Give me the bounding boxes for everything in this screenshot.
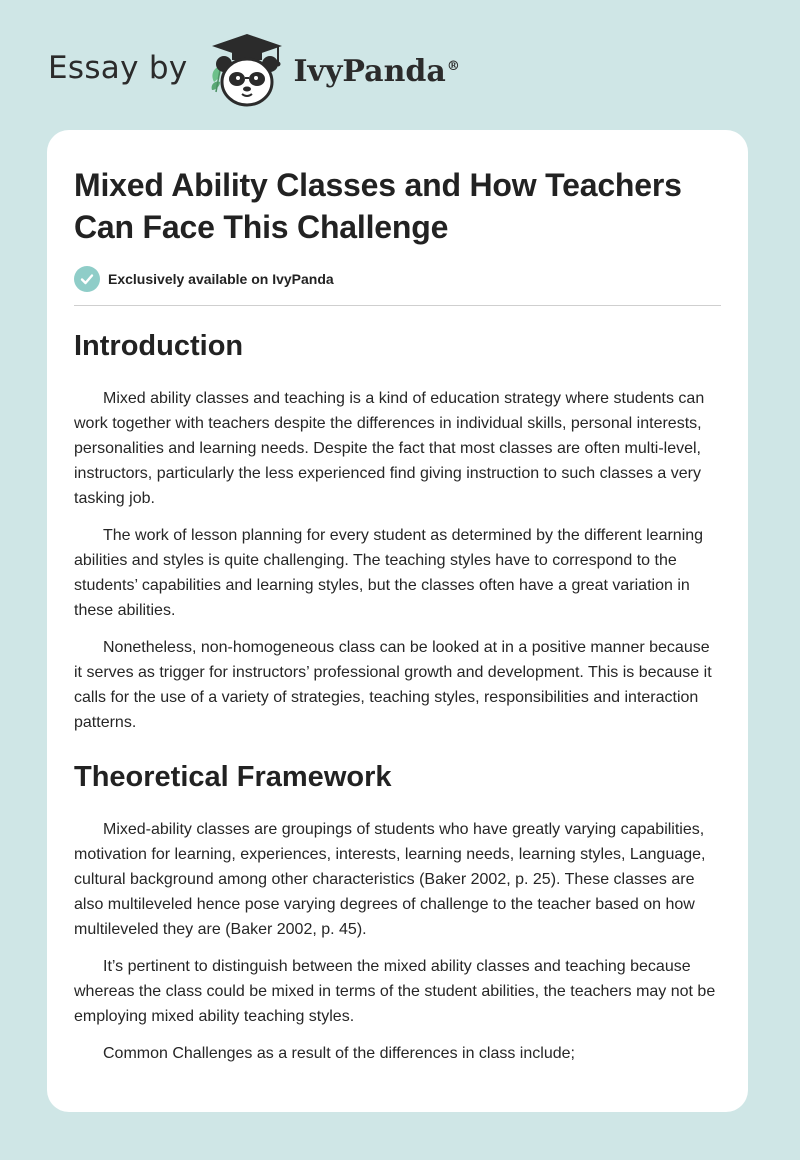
brand-text: IvyPanda: [293, 53, 446, 89]
divider: [74, 305, 721, 306]
site-header: [48, 30, 460, 110]
section-heading-theoretical-framework: Theoretical Framework: [74, 761, 392, 793]
page-title: Mixed Ability Classes and How Teachers Can Face This Challenge: [74, 167, 682, 245]
essay-card: [47, 130, 748, 1112]
section-heading-introduction: Introduction: [74, 330, 244, 362]
panda-graduate-icon[interactable]: [202, 30, 292, 110]
check-icon: [74, 266, 100, 292]
essay-by-label: Essay by: [48, 50, 188, 86]
brand-name[interactable]: [294, 54, 460, 89]
paragraph: It’s pertinent to distinguish between the mixed ability classes and teaching because whereas the class could be mixed in terms of the student abilities, the teachers may not be employing mixed ability teaching styles.: [74, 958, 716, 1025]
paragraph: Mixed-ability classes are groupings of students who have greatly varying capabilities, motivation for learning, experiences, interests, learning needs, learning styles, Language, cultural background among other characteristics (Baker 2002, p. 25). These classes are also multileveled hence pose varying degrees of challenge to the teacher based on how multileveled they are (Baker 2002, p. 45).: [74, 821, 706, 938]
exclusive-notice: [74, 266, 721, 292]
paragraph: Common Challenges as a result of the differences in class include;: [103, 1045, 575, 1062]
paragraph: The work of lesson planning for every student as determined by the different learning abilities and styles is quite challenging. The teaching styles have to correspond to the students’ capabilities and learning styles, but the classes often have a great variation in these abilities.: [74, 527, 704, 619]
paragraph: Mixed ability classes and teaching is a kind of education strategy where students can work together with teachers despite the differences in individual skills, personal interests, personalities and learning needs. Despite the fact that most classes are often multi-level, instructors, particularly the less experienced find giving instruction to such classes a very tasking job.: [74, 390, 705, 507]
registered-mark: ®: [446, 58, 460, 74]
paragraph: Nonetheless, non-homogeneous class can be looked at in a positive manner because it serves as trigger for instructors’ professional growth and development. This is because it calls for the use of a variety of strategies, teaching styles, responsibilities and interaction patterns.: [74, 639, 712, 731]
exclusive-label: Exclusively available on IvyPanda: [108, 271, 334, 287]
